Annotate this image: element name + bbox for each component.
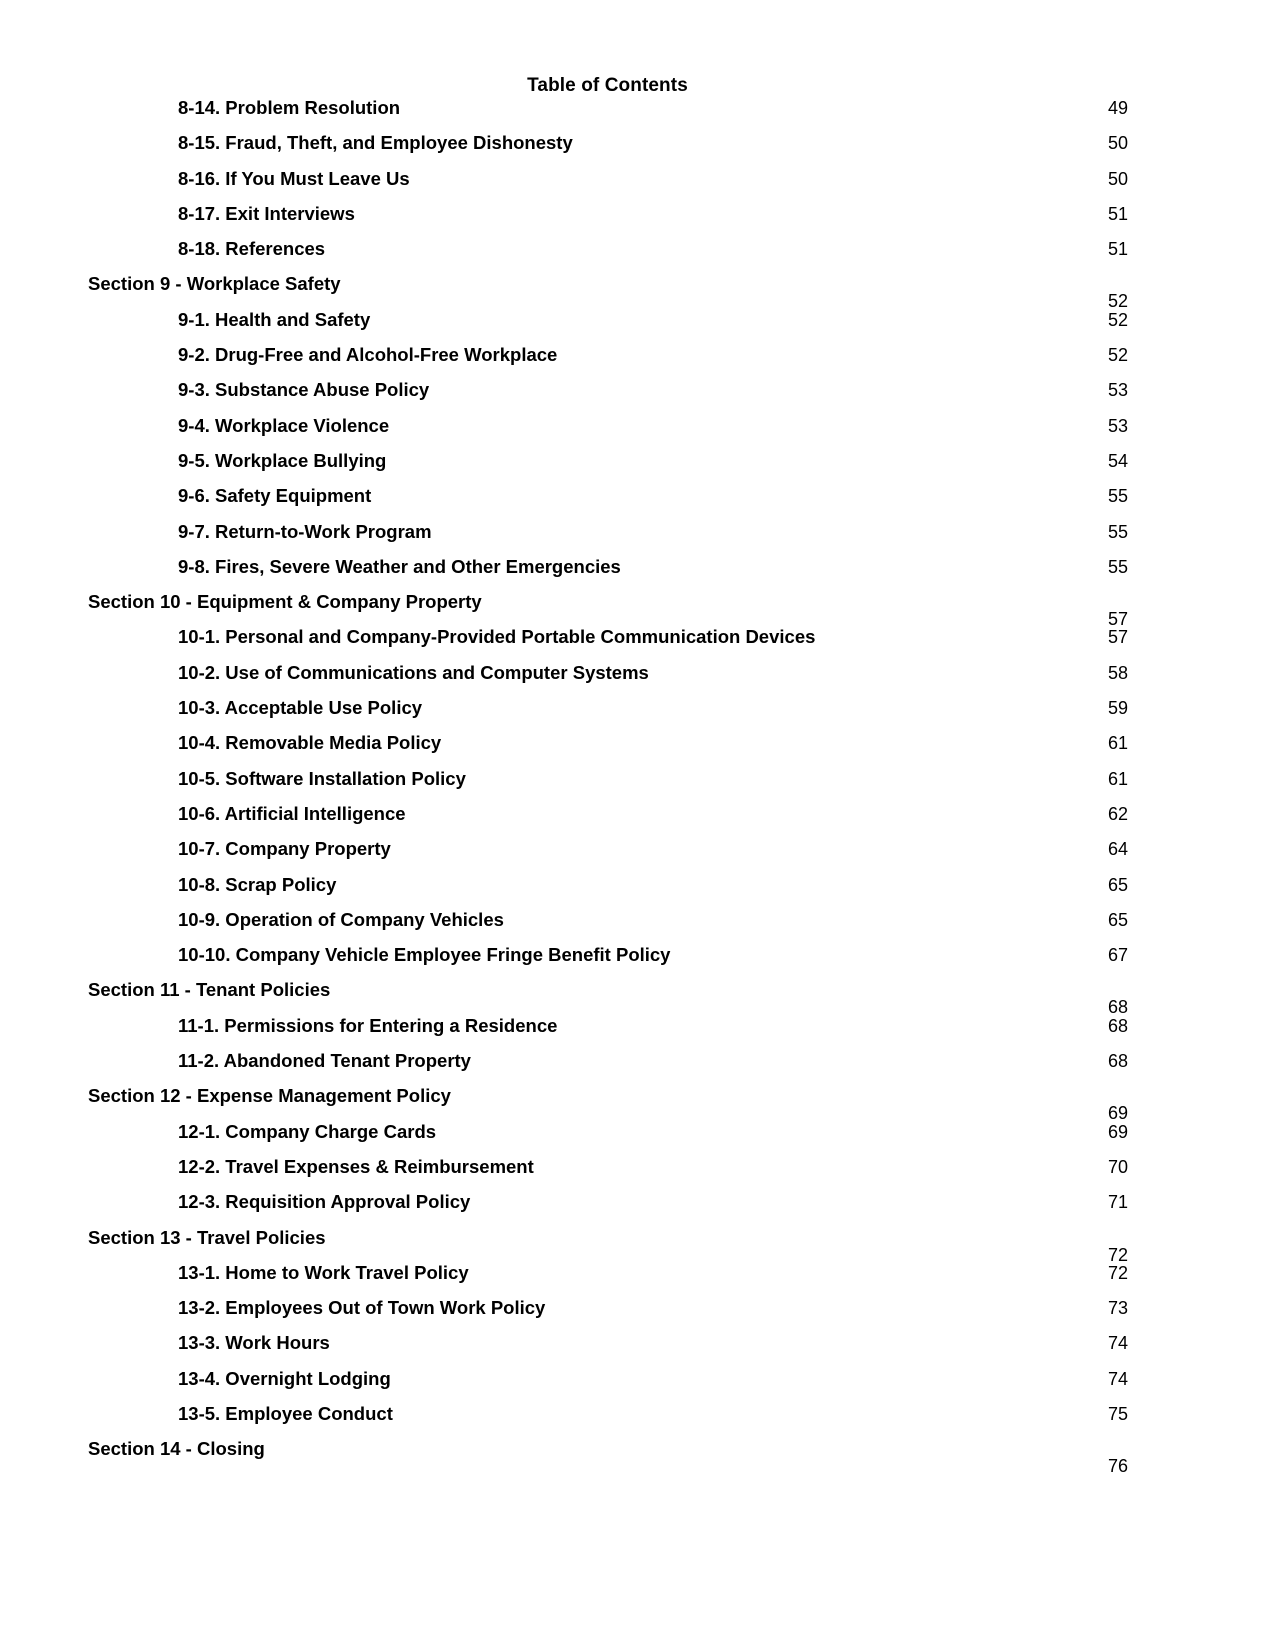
toc-entry[interactable] bbox=[0, 837, 1275, 872]
toc-entry-label: 10-5. Software Installation Policy bbox=[178, 767, 466, 789]
toc-entry-label: 12-1. Company Charge Cards bbox=[178, 1120, 437, 1142]
toc-entry[interactable] bbox=[0, 802, 1275, 837]
toc-entry-label: 9-4. Workplace Violence bbox=[178, 414, 390, 436]
toc-entry-page-number: 59 bbox=[1107, 698, 1128, 719]
page-title: Table of Contents bbox=[527, 75, 688, 96]
toc-entry[interactable] bbox=[0, 978, 1275, 1018]
toc-entry-label: 10-4. Removable Media Policy bbox=[178, 732, 442, 754]
toc-entry[interactable] bbox=[0, 1402, 1275, 1437]
toc-entry[interactable] bbox=[0, 520, 1275, 555]
toc-entry-page-number: 62 bbox=[1107, 803, 1128, 824]
toc-entry[interactable] bbox=[0, 590, 1275, 630]
toc-entry-label: 13-1. Home to Work Travel Policy bbox=[178, 1261, 469, 1283]
toc-entry-label: 13-5. Employee Conduct bbox=[178, 1402, 393, 1424]
toc-entry[interactable] bbox=[0, 873, 1275, 908]
toc-entry[interactable] bbox=[0, 731, 1275, 766]
toc-entry[interactable] bbox=[0, 1014, 1275, 1049]
toc-entry-page-number: 72 bbox=[1107, 1244, 1128, 1265]
toc-entry[interactable] bbox=[0, 167, 1275, 202]
toc-entry-page-number: 50 bbox=[1107, 168, 1128, 189]
toc-entry[interactable] bbox=[0, 414, 1275, 449]
toc-entry-label: 12-3. Requisition Approval Policy bbox=[178, 1191, 471, 1213]
toc-entry-page-number: 58 bbox=[1107, 662, 1128, 683]
toc-entry[interactable] bbox=[0, 908, 1275, 943]
toc-entry-page-number: 52 bbox=[1107, 309, 1128, 330]
toc-entry-page-number: 57 bbox=[1107, 627, 1128, 648]
toc-entry-label: 8-18. References bbox=[178, 238, 326, 260]
toc-entry-label: 13-2. Employees Out of Town Work Policy bbox=[178, 1297, 546, 1319]
toc-entry-page-number: 57 bbox=[1107, 609, 1128, 630]
toc-entry[interactable] bbox=[0, 1437, 1275, 1477]
toc-entry[interactable] bbox=[0, 1261, 1275, 1296]
toc-entry-page-number: 67 bbox=[1107, 945, 1128, 966]
toc-entry-label: 10-6. Artificial Intelligence bbox=[178, 802, 406, 824]
toc-entry-label: 10-2. Use of Communications and Computer Systems bbox=[178, 661, 649, 683]
toc-entry[interactable] bbox=[0, 1190, 1275, 1225]
toc-entry-list bbox=[0, 96, 1275, 1477]
toc-entry-label: 10-3. Acceptable Use Policy bbox=[178, 697, 423, 719]
toc-entry[interactable] bbox=[0, 1155, 1275, 1190]
toc-entry-page-number: 55 bbox=[1107, 556, 1128, 577]
toc-entry-label: Section 10 - Equipment & Company Property bbox=[88, 591, 482, 613]
toc-entry[interactable] bbox=[0, 378, 1275, 413]
toc-entry[interactable] bbox=[0, 343, 1275, 378]
toc-entry[interactable] bbox=[0, 202, 1275, 237]
toc-entry-page-number: 72 bbox=[1107, 1262, 1128, 1283]
toc-entry-page-number: 52 bbox=[1107, 345, 1128, 366]
toc-entry[interactable] bbox=[0, 767, 1275, 802]
toc-entry-page-number: 69 bbox=[1107, 1103, 1128, 1124]
toc-entry-page-number: 53 bbox=[1107, 415, 1128, 436]
toc-entry[interactable] bbox=[0, 555, 1275, 590]
toc-entry-label: Section 13 - Travel Policies bbox=[88, 1226, 326, 1248]
toc-entry-label: 8-15. Fraud, Theft, and Employee Dishonesty bbox=[178, 132, 573, 154]
toc-entry-page-number: 74 bbox=[1107, 1368, 1128, 1389]
toc-entry-page-number: 76 bbox=[1107, 1456, 1128, 1477]
toc-entry-label: 9-2. Drug-Free and Alcohol-Free Workplace bbox=[178, 344, 558, 366]
toc-entry[interactable] bbox=[0, 1084, 1275, 1124]
toc-entry-label: Section 11 - Tenant Policies bbox=[88, 979, 331, 1001]
toc-entry-page-number: 53 bbox=[1107, 380, 1128, 401]
toc-entry[interactable] bbox=[0, 131, 1275, 166]
toc-entry-page-number: 64 bbox=[1107, 839, 1128, 860]
toc-entry-page-number: 65 bbox=[1107, 874, 1128, 895]
toc-entry-label: 10-9. Operation of Company Vehicles bbox=[178, 908, 504, 930]
toc-entry-label: 12-2. Travel Expenses & Reimbursement bbox=[178, 1155, 534, 1177]
toc-entry-label: 9-6. Safety Equipment bbox=[178, 485, 372, 507]
toc-entry-page-number: 71 bbox=[1107, 1192, 1128, 1213]
toc-entry[interactable] bbox=[0, 272, 1275, 312]
toc-entry[interactable] bbox=[0, 696, 1275, 731]
toc-entry[interactable] bbox=[0, 449, 1275, 484]
toc-entry-label: Section 14 - Closing bbox=[88, 1438, 265, 1460]
toc-entry-page-number: 54 bbox=[1107, 450, 1128, 471]
toc-entry[interactable] bbox=[0, 1049, 1275, 1084]
toc-entry-page-number: 75 bbox=[1107, 1403, 1128, 1424]
toc-entry-label: 9-5. Workplace Bullying bbox=[178, 449, 387, 471]
toc-entry[interactable] bbox=[0, 661, 1275, 696]
toc-entry-label: 9-1. Health and Safety bbox=[178, 308, 371, 330]
toc-entry-label: 9-7. Return-to-Work Program bbox=[178, 520, 432, 542]
toc-entry-label: 9-3. Substance Abuse Policy bbox=[178, 379, 430, 401]
toc-entry[interactable] bbox=[0, 1296, 1275, 1331]
toc-entry-label: 8-17. Exit Interviews bbox=[178, 202, 355, 224]
toc-entry[interactable] bbox=[0, 237, 1275, 272]
toc-entry-page-number: 73 bbox=[1107, 1298, 1128, 1319]
toc-entry-label: 11-1. Permissions for Entering a Residence bbox=[178, 1014, 558, 1036]
toc-entry-label: 9-8. Fires, Severe Weather and Other Emergencies bbox=[178, 555, 621, 577]
toc-entry-page-number: 49 bbox=[1107, 98, 1128, 118]
toc-entry-label: 10-1. Personal and Company-Provided Portable Communication Devices bbox=[178, 626, 816, 648]
toc-entry-label: Section 12 - Expense Management Policy bbox=[88, 1085, 451, 1107]
toc-entry-page-number: 61 bbox=[1107, 768, 1128, 789]
toc-entry-label: 8-16. If You Must Leave Us bbox=[178, 167, 410, 189]
toc-entry[interactable] bbox=[0, 1120, 1275, 1155]
toc-entry[interactable] bbox=[0, 1367, 1275, 1402]
toc-entry-page-number: 55 bbox=[1107, 486, 1128, 507]
toc-entry-page-number: 51 bbox=[1107, 203, 1128, 224]
toc-entry-label: 10-8. Scrap Policy bbox=[178, 873, 337, 895]
toc-entry-page-number: 50 bbox=[1107, 133, 1128, 154]
toc-entry-page-number: 74 bbox=[1107, 1333, 1128, 1354]
toc-entry-label: 8-14. Problem Resolution bbox=[178, 97, 401, 118]
toc-entry-page-number: 68 bbox=[1107, 1015, 1128, 1036]
toc-entry[interactable] bbox=[0, 96, 1275, 131]
toc-entry-page-number: 52 bbox=[1107, 291, 1128, 312]
toc-entry[interactable] bbox=[0, 1331, 1275, 1366]
toc-entry-label: 13-4. Overnight Lodging bbox=[178, 1367, 391, 1389]
toc-entry-page-number: 70 bbox=[1107, 1156, 1128, 1177]
toc-entry[interactable] bbox=[0, 943, 1275, 978]
toc-entry[interactable] bbox=[0, 308, 1275, 343]
toc-entry-label: 10-10. Company Vehicle Employee Fringe Benefit Policy bbox=[178, 944, 671, 966]
toc-entry[interactable] bbox=[0, 1226, 1275, 1265]
toc-entry[interactable] bbox=[0, 484, 1275, 519]
toc-entry-label: Section 9 - Workplace Safety bbox=[88, 273, 341, 295]
toc-entry-page-number: 55 bbox=[1107, 521, 1128, 542]
toc-entry[interactable] bbox=[0, 625, 1275, 660]
toc-entry-page-number: 65 bbox=[1107, 909, 1128, 930]
toc-entry-page-number: 51 bbox=[1107, 239, 1128, 260]
toc-entry-label: 13-3. Work Hours bbox=[178, 1332, 330, 1354]
toc-entry-page-number: 68 bbox=[1107, 1051, 1128, 1072]
toc-entry-page-number: 68 bbox=[1107, 997, 1128, 1018]
toc-entry-page-number: 69 bbox=[1107, 1121, 1128, 1142]
toc-entry-label: 11-2. Abandoned Tenant Property bbox=[178, 1050, 471, 1072]
toc-entry-label: 10-7. Company Property bbox=[178, 838, 391, 860]
toc-entry-page-number: 61 bbox=[1107, 733, 1128, 754]
